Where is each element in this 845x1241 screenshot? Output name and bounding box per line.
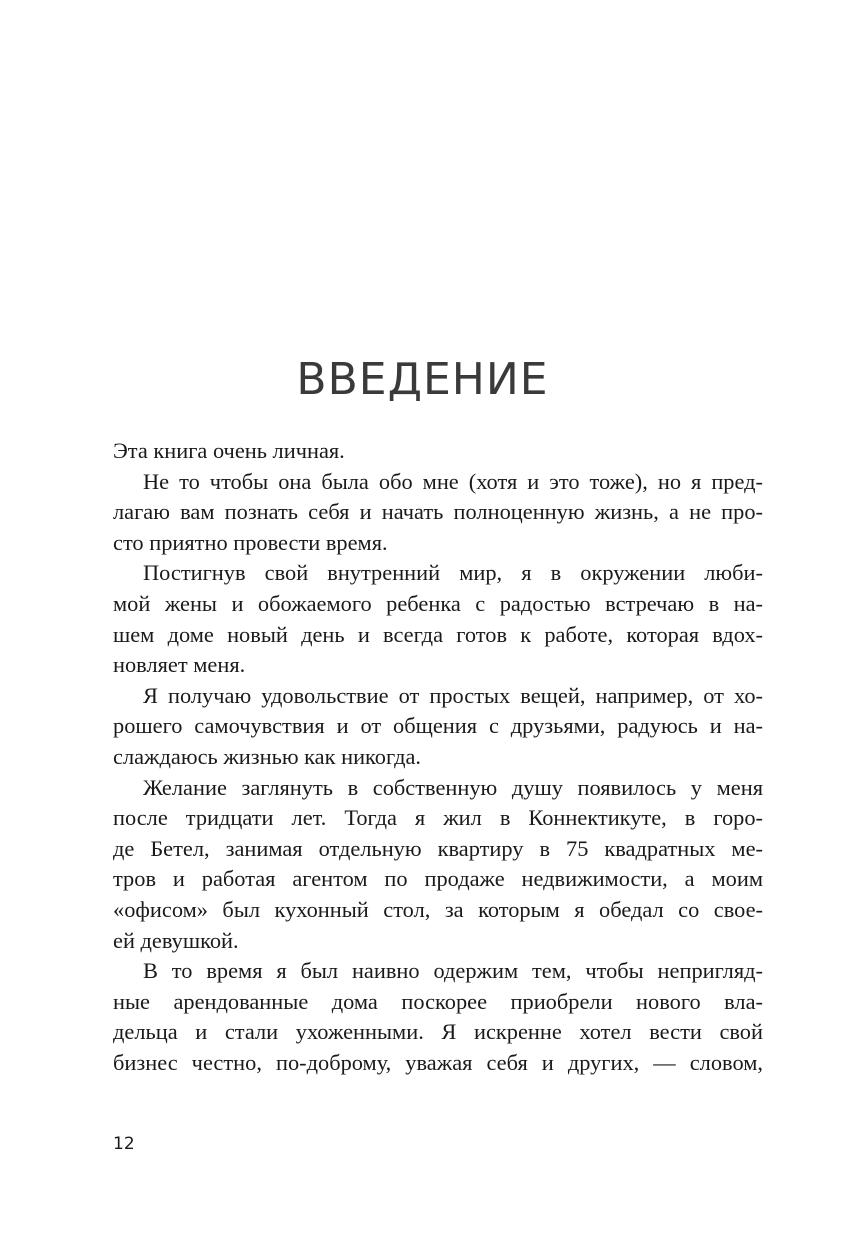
text-line: Эта книга очень личная.	[113, 438, 345, 463]
text-line: В то время я был наивно одержим тем, чтобы непригляд-	[143, 958, 763, 984]
text-line: новляет меня.	[113, 652, 246, 678]
text-line: де Бетел, занимая отдельную квартиру в 75 квадратных ме-	[113, 835, 763, 861]
text-line: Желание заглянуть в собственную душу появилось у меня	[143, 774, 763, 800]
page-number: 12	[113, 1134, 135, 1154]
text-line: Постигнув свой внутренний мир, я в окружении люби-	[143, 560, 763, 586]
text-line: Я получаю удовольствие от простых вещей, например, от хо-	[143, 682, 763, 708]
text-line: слаждаюсь жизнью как никогда.	[113, 743, 421, 769]
text-line: Не то чтобы она была обо мне (хотя и это тоже), но я пред-	[143, 468, 763, 494]
text-line: сто приятно провести время.	[113, 529, 388, 555]
text-line: после тридцати лет. Тогда я жил в Коннектикуте, в горо-	[113, 805, 763, 831]
text-line: шем доме новый день и всегда готов к работе, которая вдох-	[113, 621, 763, 647]
text-line: «офисом» был кухонный стол, за которым я обедал со свое-	[113, 896, 763, 922]
text-line: лагаю вам познать себя и начать полноценную жизнь, а не про-	[113, 499, 763, 525]
text-line: ные арендованные дома поскорее приобрели нового вла-	[113, 988, 763, 1014]
chapter-title: ВВЕДЕНИЕ	[296, 354, 549, 405]
text-line: дельца и стали ухоженными. Я искренне хотел вести свой	[113, 1019, 763, 1045]
text-line: рошего самочувствия и от общения с друзьями, радуюсь и на-	[113, 713, 763, 739]
text-line: мой жены и обожаемого ребенка с радостью встречаю в на-	[113, 590, 763, 616]
body-text	[113, 436, 763, 1078]
text-line: тров и работая агентом по продаже недвижимости, а моим	[113, 866, 763, 892]
text-line: бизнес честно, по-доброму, уважая себя и других, — словом,	[113, 1049, 763, 1075]
text-line: ей девушкой.	[113, 927, 239, 953]
